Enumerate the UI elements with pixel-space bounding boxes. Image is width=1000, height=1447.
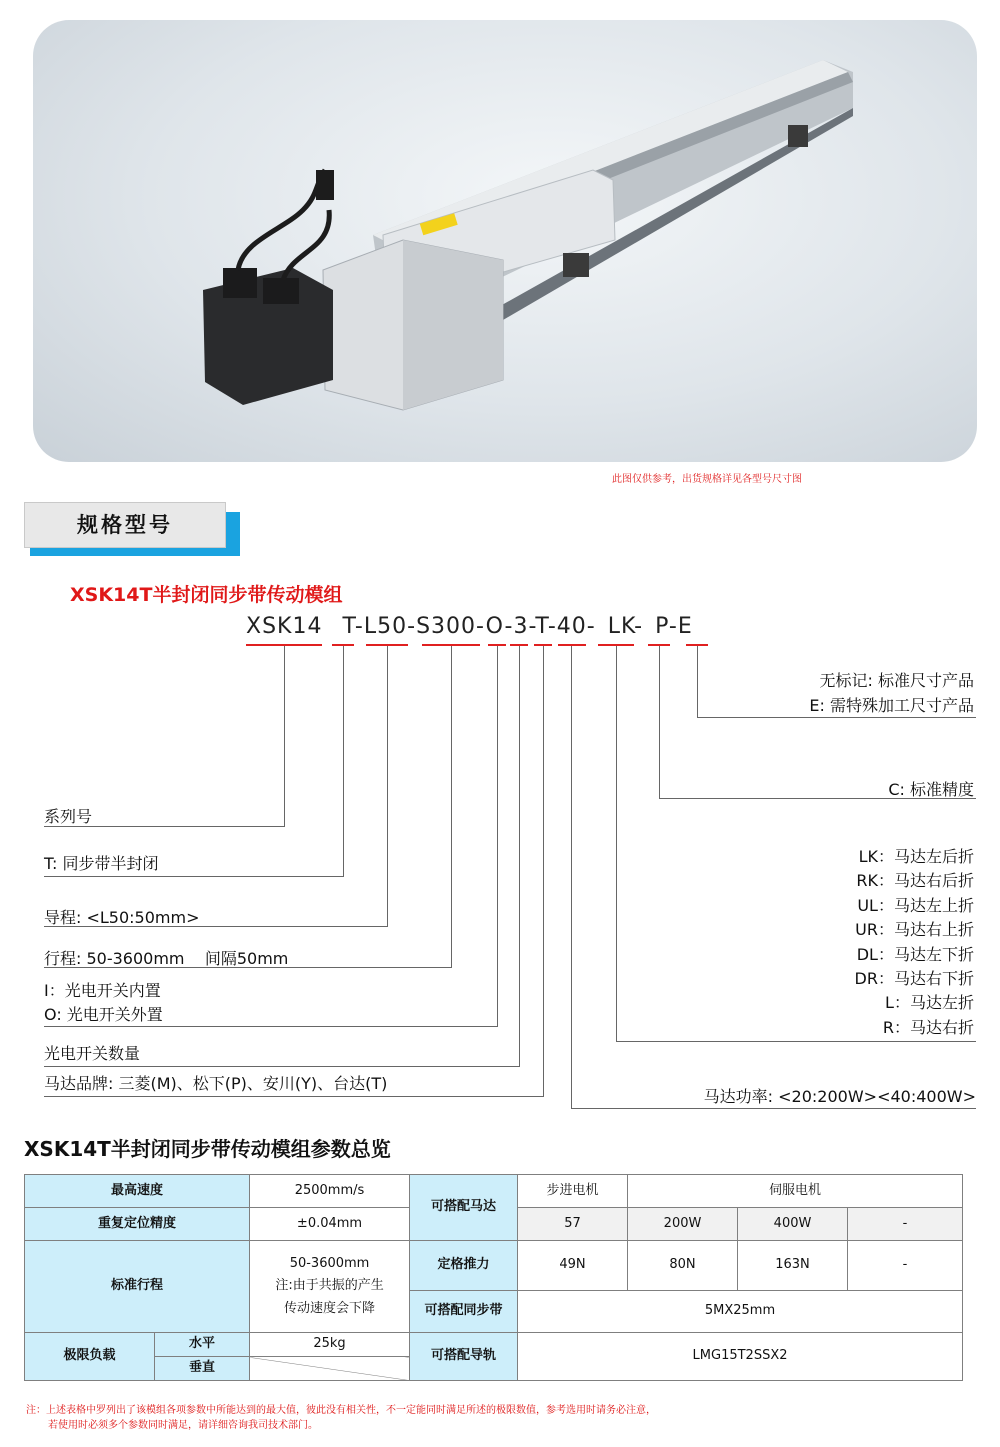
leader-switch-qty <box>519 646 520 1066</box>
label-stroke: 行程: 50-3600mm 间隔50mm <box>44 949 289 968</box>
leader-lead <box>387 646 388 926</box>
cell-belt: 5MX25mm <box>518 1291 963 1333</box>
code-sep: - <box>528 614 536 639</box>
cell-max-speed: 2500mm/s <box>250 1175 410 1208</box>
leader-switch-qty-h <box>44 1066 520 1067</box>
leader-special-h <box>697 717 976 718</box>
direction-lk: LK ： 马达左后折 <box>820 845 974 869</box>
code-power: 40 <box>556 614 587 639</box>
label-lead: 导程: <L50:50mm> <box>44 908 200 927</box>
leader-switch-h <box>44 1026 498 1027</box>
cell-rail: LMG15T2SSX2 <box>518 1333 963 1381</box>
label-switch-external: O: 光电开关外置 <box>44 1005 163 1024</box>
cell-repeat-label: 重复定位精度 <box>25 1208 250 1241</box>
code-motor-brand: T <box>535 614 548 639</box>
cell-stepper: 步进电机 <box>518 1175 628 1208</box>
direction-ur: UR ： 马达右上折 <box>820 918 974 942</box>
cell-stroke-label: 标准行程 <box>25 1241 250 1333</box>
label-standard-size: 无标记: 标准尺寸产品 <box>819 671 974 690</box>
code-sep: - <box>586 614 596 639</box>
cell-max-speed-label: 最高速度 <box>25 1175 250 1208</box>
direction-code: R <box>882 1017 894 1037</box>
code-sep: - <box>476 614 486 639</box>
cell-thrust-dash: - <box>848 1241 963 1291</box>
leader-switch <box>497 646 498 1026</box>
direction-desc: 马达左下折 <box>893 944 974 964</box>
leader-direction <box>616 646 617 1041</box>
code-switch: O <box>485 614 505 639</box>
photo-disclaimer: 此图仅供参考，出货规格详见各型号尺寸图 <box>612 474 802 485</box>
label-switch-qty: 光电开关数量 <box>44 1044 141 1063</box>
direction-dr: DR ： 马达右下折 <box>820 967 974 991</box>
table-title: XSK14T半封闭同步带传动模组参数总览 <box>24 1137 391 1161</box>
cell-servo: 伺服电机 <box>628 1175 963 1208</box>
direction-code: UR <box>855 920 878 940</box>
direction-code: UL <box>857 895 878 915</box>
cell-rail-label: 可搭配导轨 <box>410 1333 518 1381</box>
direction-l: L ： 马达左折 <box>820 991 974 1015</box>
code-sep: - <box>634 614 644 639</box>
label-motor-power: 马达功率: <20:200W><40:400W> <box>703 1087 976 1106</box>
product-title: XSK14T半封闭同步带传动模组 <box>70 584 343 606</box>
direction-desc: 马达右折 <box>909 1017 974 1037</box>
direction-code: DR <box>854 969 878 989</box>
code-sep: - <box>668 614 678 639</box>
direction-dl: DL ： 马达左下折 <box>820 943 974 967</box>
leader-power-h <box>571 1108 976 1109</box>
footnote-line-1: 注：上述表格中罗列出了该模组各项参数中所能达到的最大值，彼此没有相关性，不一定能同时满足所述的极限数值，参考选用时请务必注意， <box>26 1405 656 1416</box>
leader-series <box>284 646 285 826</box>
code-special: E <box>677 614 693 639</box>
footnote-line-2: 若使用时必须多个参数同时满足，请详细咨询我司技术部门。 <box>48 1420 318 1431</box>
product-photo <box>33 20 977 462</box>
code-series: XSK14 <box>246 614 323 639</box>
spec-table <box>24 1174 963 1381</box>
cell-belt-label: 可搭配同步带 <box>410 1291 518 1333</box>
cell-thrust-label: 定格推力 <box>410 1241 518 1291</box>
underline-power <box>558 644 586 646</box>
direction-desc: 马达左上折 <box>893 895 974 915</box>
stroke-note-2: 传动速度会下降 <box>284 1300 376 1316</box>
direction-code: LK <box>858 847 878 866</box>
direction-desc: 马达右下折 <box>893 969 974 989</box>
cell-thrust-1: 49N <box>518 1241 628 1291</box>
label-switch-internal: I：光电开关内置 <box>44 981 161 1000</box>
direction-desc: 马达右后折 <box>893 871 974 891</box>
cell-load-label: 极限负载 <box>25 1333 155 1381</box>
label-precision: C: 标准精度 <box>888 780 974 799</box>
cell-motor-200w: 200W <box>628 1208 738 1241</box>
cell-motor-label: 可搭配马达 <box>410 1175 518 1241</box>
leader-type <box>343 646 344 876</box>
leader-stroke <box>451 646 452 967</box>
direction-desc: 马达右上折 <box>893 920 974 940</box>
cell-motor-400w: 400W <box>738 1208 848 1241</box>
stroke-note-1: 注:由于共振的产生 <box>275 1278 384 1294</box>
direction-rk: RK ： 马达右后折 <box>820 869 974 893</box>
code-precision: P <box>655 614 669 639</box>
code-sep: - <box>407 614 417 639</box>
label-special-size: E: 需特殊加工尺寸产品 <box>809 696 974 715</box>
cell-horizontal-label: 水平 <box>155 1333 250 1357</box>
label-series: 系列号 <box>44 807 93 826</box>
cell-motor-57: 57 <box>518 1208 628 1241</box>
direction-r: R ： 马达右折 <box>820 1016 974 1040</box>
direction-desc: 马达左折 <box>909 993 974 1013</box>
label-motor-brand: 马达品牌: 三菱(M)、松下(P)、安川(Y)、台达(T) <box>44 1074 388 1093</box>
cell-thrust-2: 80N <box>628 1241 738 1291</box>
cell-repeat: ±0.04mm <box>250 1208 410 1241</box>
cell-thrust-3: 163N <box>738 1241 848 1291</box>
direction-code: L <box>885 993 894 1013</box>
cell-vertical-label: 垂直 <box>155 1357 250 1381</box>
code-type: T <box>342 614 355 639</box>
direction-desc: 马达左后折 <box>893 847 974 866</box>
model-code <box>246 614 693 639</box>
leader-direction-h <box>616 1041 976 1042</box>
code-sep: - <box>354 614 364 639</box>
leader-power <box>571 646 572 1108</box>
leader-precision <box>659 646 660 798</box>
linear-module-illustration <box>33 20 977 462</box>
code-sep: - <box>504 614 514 639</box>
direction-code: RK <box>856 871 878 891</box>
cell-stroke <box>250 1241 410 1333</box>
stroke-range: 50-3600mm <box>289 1256 370 1272</box>
code-switch-qty: 3 <box>513 614 529 639</box>
direction-ul: UL ： 马达左上折 <box>820 894 974 918</box>
section-tab-spec-model: 规格型号 <box>24 502 226 548</box>
code-lead: L50 <box>363 614 408 639</box>
code-direction: LK <box>607 614 635 639</box>
label-type: T: 同步带半封闭 <box>44 854 159 873</box>
leader-special <box>697 646 698 717</box>
cell-vertical-empty <box>250 1357 410 1381</box>
leader-type-h <box>44 876 344 877</box>
direction-code: DL <box>856 944 878 964</box>
leader-brand-h <box>44 1096 544 1097</box>
cell-horizontal: 25kg <box>250 1333 410 1357</box>
code-sep: - <box>547 614 557 639</box>
direction-list <box>820 845 974 1040</box>
leader-brand <box>543 646 544 1096</box>
cell-motor-dash: - <box>848 1208 963 1241</box>
code-stroke: S300 <box>416 614 477 639</box>
